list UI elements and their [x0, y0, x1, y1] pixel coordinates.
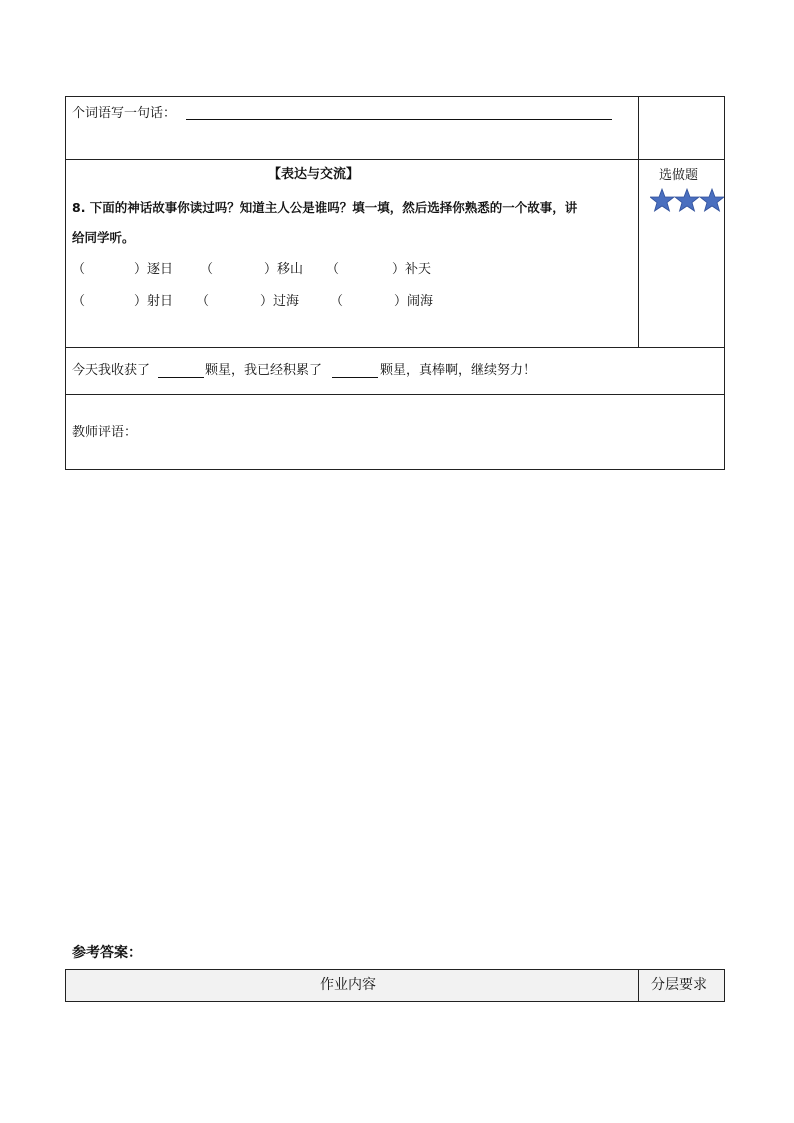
blank-sheri[interactable]: ）射日 — [134, 294, 174, 309]
star-icon — [675, 189, 699, 211]
blank-guohai[interactable]: ）过海 — [260, 294, 300, 309]
answers-heading: 参考答案： — [72, 945, 142, 961]
answers-column-divider — [638, 969, 639, 1002]
star-icon — [650, 189, 674, 211]
star-rating — [650, 188, 724, 214]
star-icon — [700, 189, 724, 211]
column-divider — [638, 96, 639, 348]
stars-earned-text-2: 颗星，我已经积累了 — [205, 363, 323, 378]
section-title: 【表达与交流】 — [268, 167, 360, 182]
stars-total-blank[interactable] — [332, 377, 378, 378]
blank-open-paren: （ — [72, 262, 86, 277]
stars-earned-text-3: 颗星，真棒啊，继续努力！ — [380, 363, 537, 378]
question-text-line1: 8. 下面的神话故事你读过吗？知道主人公是谁吗？填一填，然后选择你熟悉的一个故事，讲 — [72, 200, 578, 215]
sentence-answer-line[interactable] — [186, 119, 612, 120]
blank-zhuri[interactable]: ）逐日 — [134, 262, 174, 277]
blank-butian[interactable]: ）补天 — [392, 262, 432, 277]
optional-task-label: 选做题 — [659, 168, 699, 183]
answers-col-level: 分层要求 — [651, 977, 707, 993]
sentence-prompt: 个词语写一句话： — [72, 106, 177, 121]
answers-col-content: 作业内容 — [320, 977, 376, 993]
blank-open-paren: （ — [72, 294, 86, 309]
question-text-line2: 给同学听。 — [72, 230, 135, 245]
answers-table — [65, 969, 725, 1002]
blank-open-paren: （ — [326, 262, 340, 277]
row-divider-3 — [65, 394, 725, 395]
blank-open-paren: （ — [200, 262, 214, 277]
blank-open-paren: （ — [196, 294, 210, 309]
blank-naohai[interactable]: ）闹海 — [394, 294, 434, 309]
homework-table — [65, 96, 725, 470]
stars-earned-text-1: 今天我收获了 — [72, 363, 151, 378]
blank-open-paren: （ — [330, 294, 344, 309]
stars-today-blank[interactable] — [158, 377, 204, 378]
teacher-comment-label: 教师评语： — [72, 425, 138, 440]
row-divider-2 — [65, 347, 725, 348]
row-divider-1 — [65, 159, 725, 160]
blank-yishan[interactable]: ）移山 — [264, 262, 304, 277]
